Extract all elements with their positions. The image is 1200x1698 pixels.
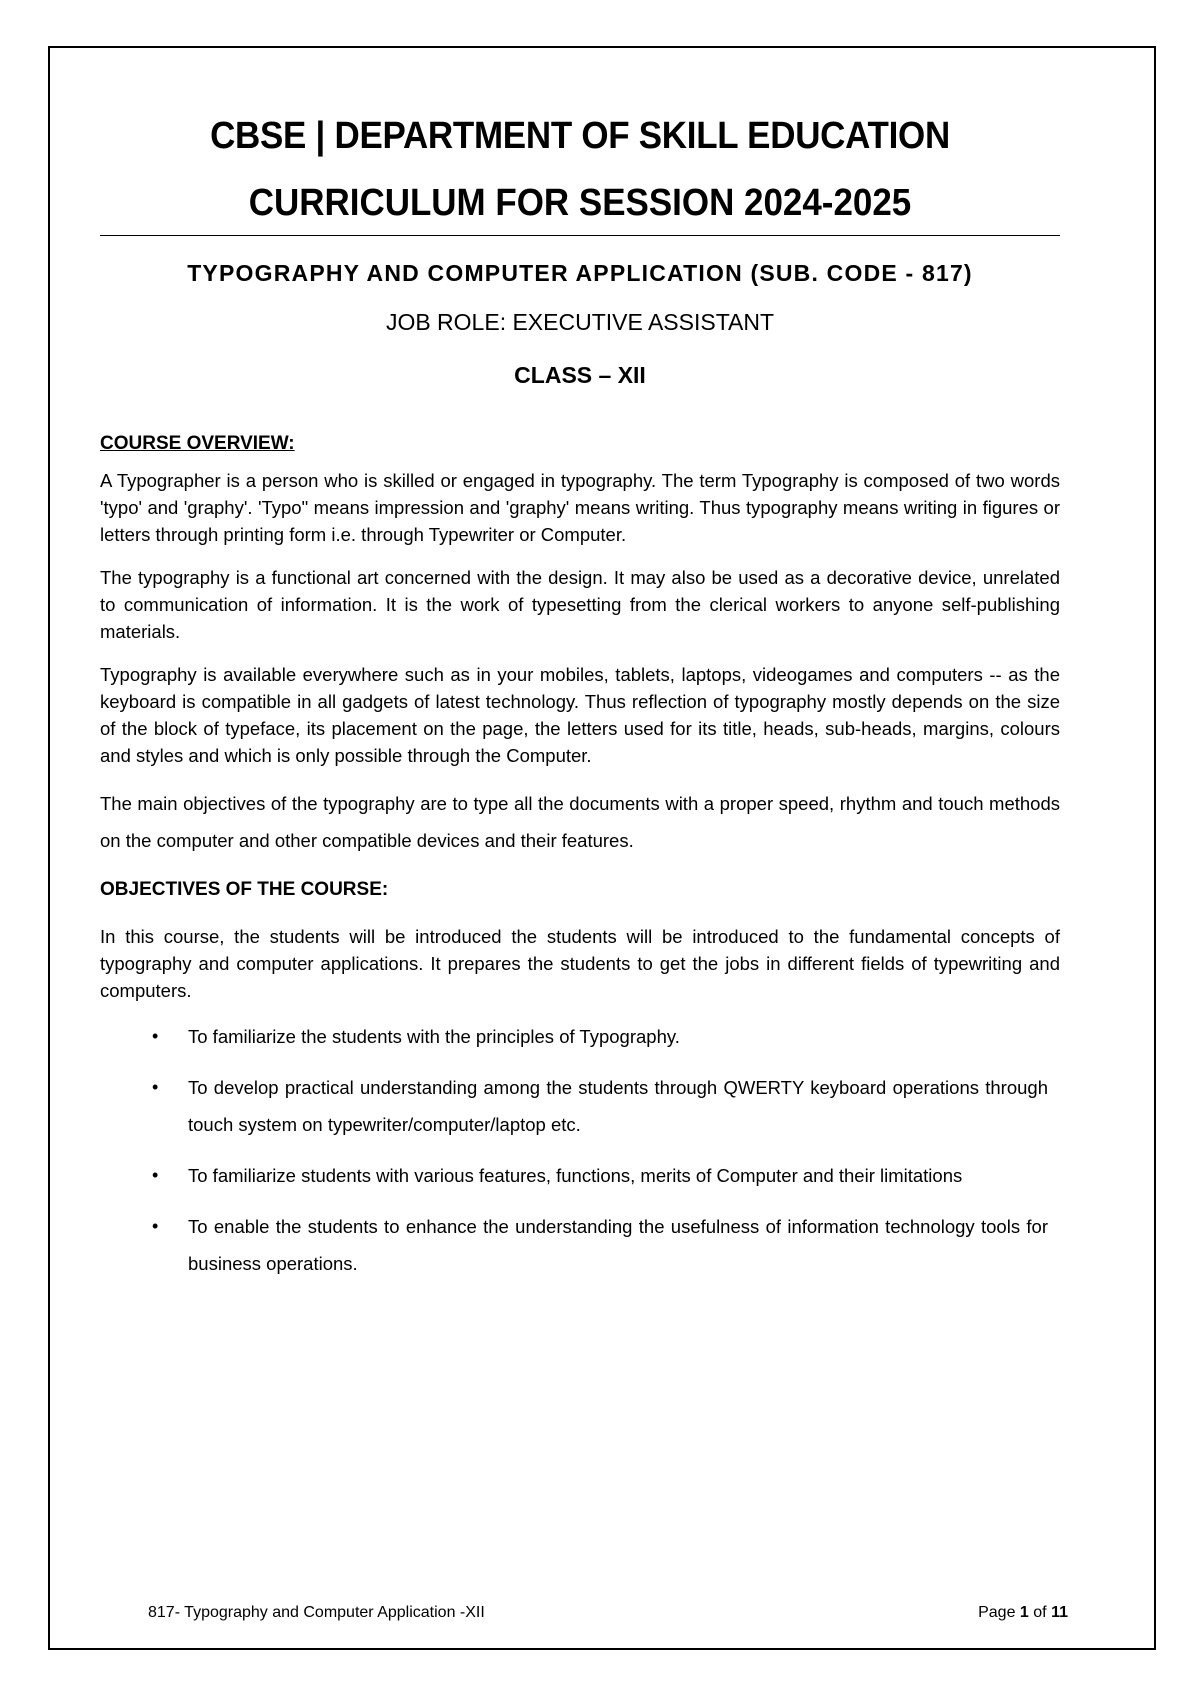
list-item-text: To familiarize the students with the principles of Typography. bbox=[188, 1026, 680, 1047]
objectives-list bbox=[100, 1018, 1048, 1282]
subject-heading: TYPOGRAPHY AND COMPUTER APPLICATION (SUB. CODE - 817) bbox=[187, 260, 973, 286]
list-item-text: To enable the students to enhance the understanding the usefulness of information technology tools for business operations. bbox=[188, 1216, 1048, 1274]
overview-paragraph: The typography is a functional art concerned with the design. It may also be used as a decorative device, unrelated to communication of information. It is the work of typesetting from the clerical workers to anyone self-publishing materials. bbox=[100, 567, 1060, 642]
bullet-icon: • bbox=[152, 1026, 159, 1046]
session-title: CURRICULUM FOR SESSION 2024-2025 bbox=[248, 182, 912, 224]
document-body bbox=[100, 115, 1060, 1296]
list-item bbox=[152, 1208, 1048, 1282]
bullet-icon: • bbox=[152, 1165, 159, 1185]
job-role: JOB ROLE: EXECUTIVE ASSISTANT bbox=[385, 309, 775, 335]
overview-paragraph: A Typographer is a person who is skilled or engaged in typography. The term Typography is composed of two words 'typo' and 'graphy'. 'Typo" means impression and 'graphy' means writing. Thus typography means writing in figures or letters through printing form i.e. through Typewriter or Computer. bbox=[100, 470, 1060, 545]
list-item bbox=[152, 1069, 1048, 1143]
footer-course-name: 817- Typography and Computer Application -XII bbox=[148, 1604, 485, 1621]
total-pages-number: 11 bbox=[1051, 1604, 1068, 1621]
overview-paragraph: The main objectives of the typography are to type all the documents with a proper speed, rhythm and touch methods on the computer and other compatible devices and their features. bbox=[100, 793, 1060, 851]
objectives-intro: In this course, the students will be introduced the students will be introduced to the fundamental concepts of typography and computer applications. It prepares the students to get the jobs in different fields of typewriting and computers. bbox=[100, 926, 1060, 1001]
page-word: Page bbox=[978, 1604, 1016, 1621]
list-item bbox=[152, 1018, 1048, 1055]
current-page-number: 1 bbox=[1019, 1604, 1029, 1621]
document-title: CBSE | DEPARTMENT OF SKILL EDUCATION bbox=[210, 115, 950, 157]
course-overview-heading: COURSE OVERVIEW: bbox=[100, 433, 295, 454]
of-word: of bbox=[1033, 1604, 1047, 1621]
bullet-icon: • bbox=[152, 1077, 159, 1097]
page-counter bbox=[978, 1604, 1068, 1622]
list-item-text: To develop practical understanding among the students through QWERTY keyboard operations through touch system on typewriter/computer/laptop etc. bbox=[188, 1077, 1048, 1135]
list-item bbox=[152, 1157, 1048, 1194]
objectives-heading: OBJECTIVES OF THE COURSE: bbox=[100, 879, 389, 900]
bullet-icon: • bbox=[152, 1216, 159, 1236]
class-label: CLASS – XII bbox=[514, 362, 646, 388]
overview-paragraph: Typography is available everywhere such as in your mobiles, tablets, laptops, videogames and computers -- as the keyboard is compatible in all gadgets of latest technology. Thus reflection of typography mostly depends on the size of the block of typeface, its placement on the page, the letters used for its title, heads, sub-heads, margins, colours and styles and which is only possible through the Computer. bbox=[100, 664, 1060, 766]
list-item-text: To familiarize students with various features, functions, merits of Computer and their limitations bbox=[188, 1165, 963, 1186]
title-divider bbox=[100, 235, 1060, 236]
